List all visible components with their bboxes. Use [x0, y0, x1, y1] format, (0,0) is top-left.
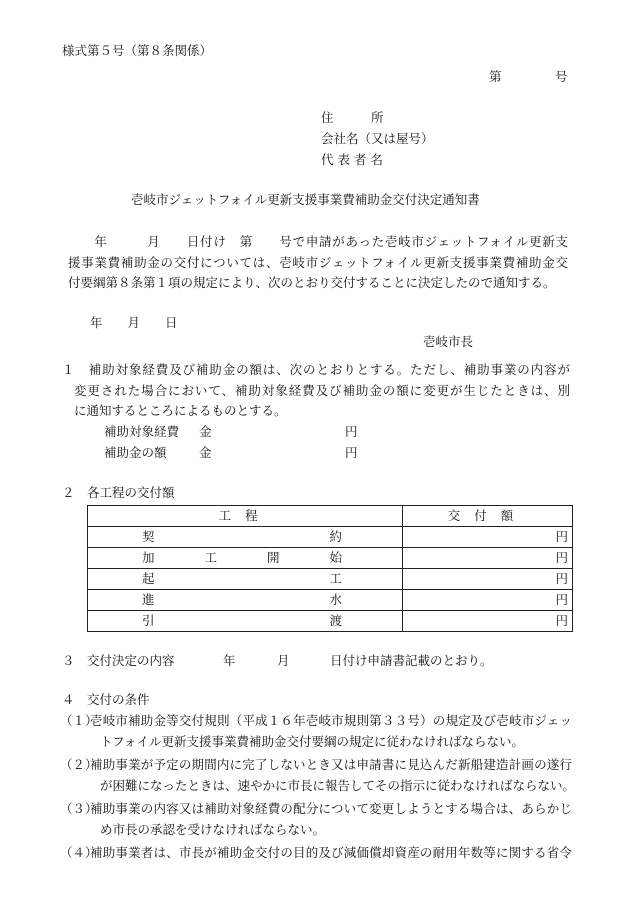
- condition-number: （２）: [60, 757, 98, 772]
- issue-date: 年 月 日: [90, 315, 178, 330]
- body-line: 年 月 日付け 第 号で申請があった壱岐市ジェットフォイル更新支: [68, 234, 568, 249]
- stage-amount: 円: [403, 611, 573, 632]
- condition-item: [60, 843, 572, 864]
- stage-amount: 円: [403, 527, 573, 548]
- condition-line: が困難になったときは、速やかに市長に報告してその指示に従わなければならない。: [100, 777, 576, 793]
- stage-amount: 円: [403, 569, 573, 590]
- section4-heading: ４ 交付の条件: [62, 692, 150, 707]
- section2-heading: ２ 各工程の交付額: [62, 485, 175, 500]
- section1-line: 変更された場合において、補助対象経費及び補助金の額に変更が生じたときは、別: [74, 382, 570, 398]
- stage-amount: 円: [403, 548, 573, 569]
- table-row: [88, 569, 573, 590]
- section1-line: １ 補助対象経費及び補助金の額は、次のとおりとする。ただし、補助事業の内容が: [62, 362, 570, 377]
- condition-line: 壱岐市補助金等交付規則（平成１６年壱岐市規則第３３号）の規定及び壱岐市ジェッ: [90, 713, 572, 728]
- condition-number: （３）: [60, 801, 98, 816]
- conditions-list: [60, 711, 576, 867]
- addressee-representative: 代 表 者 名: [321, 152, 383, 167]
- subsidy-amount-label: 補助金の額: [104, 445, 167, 460]
- addressee-company: 会社名（又は屋号）: [321, 131, 434, 146]
- table-row: [88, 590, 573, 611]
- addressee-address: 住 所: [321, 110, 384, 125]
- subsidy-target-cost-unit: 円: [345, 424, 358, 439]
- stage-amount-table: [87, 505, 573, 632]
- section3-tail: 日付け申請書記載のとおり。: [330, 653, 493, 668]
- condition-line: 補助事業の内容又は補助対象経費の配分について変更しようとする場合は、あらかじ: [90, 801, 572, 816]
- condition-number: （４）: [60, 845, 98, 860]
- table-row: [88, 548, 573, 569]
- body-line: 付要綱第８条第１項の規定により、次のとおり交付することに決定したので通知する。: [68, 275, 556, 290]
- section3-month: 月: [277, 653, 290, 668]
- notice-body: [68, 232, 568, 294]
- doc-number-label: 第: [489, 69, 502, 84]
- subsidy-target-cost-label: 補助対象経費: [104, 424, 180, 439]
- condition-item: [60, 755, 576, 796]
- section3-heading: ３ 交付決定の内容: [62, 653, 175, 668]
- form-number: 様式第５号（第８条関係）: [62, 43, 213, 58]
- doc-number-suffix: 号: [555, 69, 568, 84]
- subsidy-target-cost-prefix: 金: [199, 424, 212, 439]
- condition-item: [60, 711, 572, 752]
- column-header-amount: 交付額: [403, 506, 573, 527]
- stage-name: 加工開始: [88, 548, 403, 569]
- table-header-row: [88, 506, 573, 527]
- body-line: 援事業費補助金の交付については、壱岐市ジェットフォイル更新支援事業費補助金交: [68, 254, 568, 270]
- condition-line: め市長の承認を受けなければならない。: [100, 821, 326, 837]
- condition-line: 補助事業が予定の期間内に完了しないとき又は申請書に見込んだ新船建造計画の遂行: [90, 757, 572, 772]
- section1-line: に通知するところによるものとする。: [74, 403, 287, 418]
- section1-heading: [62, 360, 570, 422]
- column-header-stage: 工程: [88, 506, 403, 527]
- condition-number: （１）: [60, 713, 98, 728]
- section3-year: 年: [223, 653, 236, 668]
- issuer: 壱岐市長: [423, 334, 474, 349]
- table-row: [88, 611, 573, 632]
- subsidy-amount-prefix: 金: [199, 445, 212, 460]
- stage-amount: 円: [403, 590, 573, 611]
- table-row: [88, 527, 573, 548]
- subsidy-amount-unit: 円: [345, 445, 358, 460]
- stage-name: 引渡: [88, 611, 403, 632]
- stage-name: 進水: [88, 590, 403, 611]
- stage-name: 契約: [88, 527, 403, 548]
- condition-item: [60, 799, 572, 840]
- condition-line: トフォイル更新支援事業費補助金交付要綱の規定に従わなければならない。: [100, 733, 525, 749]
- condition-line: 補助事業者は、市長が補助金交付の目的及び減価償却資産の耐用年数等に関する省令: [90, 845, 572, 860]
- stage-name: 起工: [88, 569, 403, 590]
- document-title: 壱岐市ジェットフォイル更新支援事業費補助金交付決定通知書: [131, 192, 480, 207]
